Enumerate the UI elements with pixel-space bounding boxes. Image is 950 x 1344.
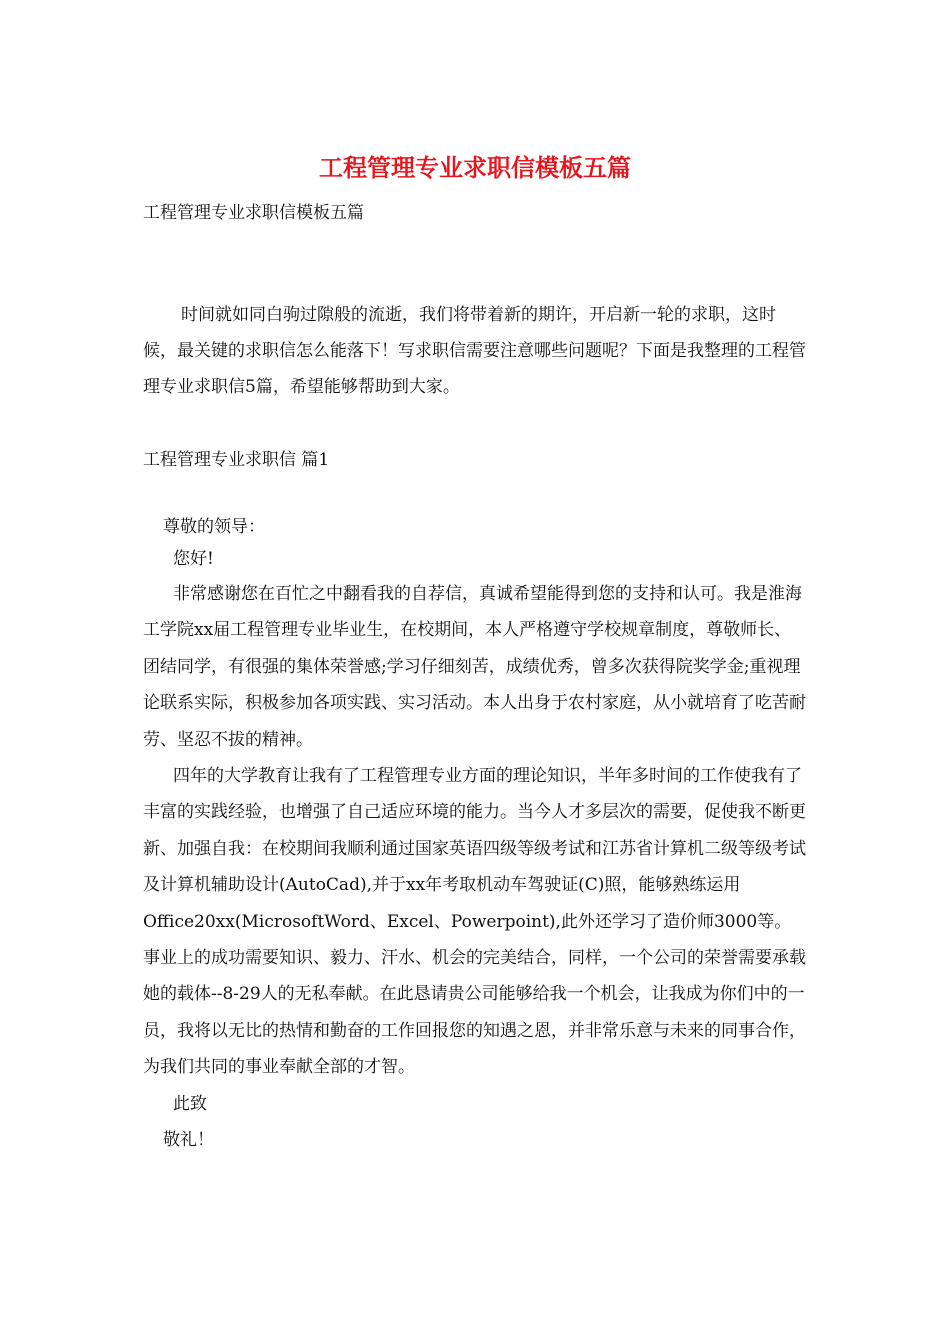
- letter-paragraph-3: Office20xx(MicrosoftWord、Excel、Powerpoint),此外还学习了造价师3000等。事业上的成功需要知识、毅力、汗水、机会的完美结合，同样，一个公司的荣誉需要承载她的载体--8-29人的无私奉献。在此恳请贵公司能够给我一个机会，让我成为你们中的一员，我将以无比的热情和勤奋的工作回报您的知遇之恩，并非常乐意与未来的同事合作，为我们共同的事业奉献全部的才智。: [143, 911, 806, 1078]
- section-heading: 工程管理专业求职信 篇1: [143, 450, 330, 470]
- document-subtitle: 工程管理专业求职信模板五篇: [143, 203, 364, 223]
- letter-paragraph-1: 非常感谢您在百忙之中翻看我的自荐信，真诚希望能得到您的支持和认可。我是淮海工学院xx届工程管理专业毕业生，在校期间，本人严格遵守学校规章制度，尊敬师长、团结同学，有很强的集体荣誉感;学习仔细刻苦，成绩优秀，曾多次获得院奖学金;重视理论联系实际，积极参加各项实践、实习活动。本人出身于农村家庭，从小就培育了吃苦耐劳、坚忍不拔的精神。: [143, 584, 806, 750]
- intro-paragraph: 时间就如同白驹过隙般的流逝，我们将带着新的期许，开启新一轮的求职，这时候，最关键的求职信怎么能落下！写求职信需要注意哪些问题呢？下面是我整理的工程管理专业求职信5篇，希望能够帮助到大家。: [143, 305, 806, 397]
- letter-salutation: 尊敬的领导：: [163, 517, 265, 537]
- letter-body: [143, 512, 808, 1158]
- letter-greeting: 您好!: [173, 549, 214, 569]
- letter-closing-2: 敬礼！: [163, 1129, 214, 1150]
- letter-closing-1: 此致: [173, 1093, 207, 1114]
- document-title: 工程管理专业求职信模板五篇: [319, 153, 631, 182]
- intro-section: [143, 297, 808, 405]
- letter-paragraph-2: 四年的大学教育让我有了工程管理专业方面的理论知识，半年多时间的工作使我有了丰富的实践经验，也增强了自己适应环境的能力。当今人才多层次的需要，促使我不断更新、加强自我：在校期间我顺利通过国家英语四级等级考试和江苏省计算机二级等级考试及计算机辅助设计(AutoCad),并于xx年考取机动车驾驶证(C)照，能够熟练运用: [143, 766, 806, 896]
